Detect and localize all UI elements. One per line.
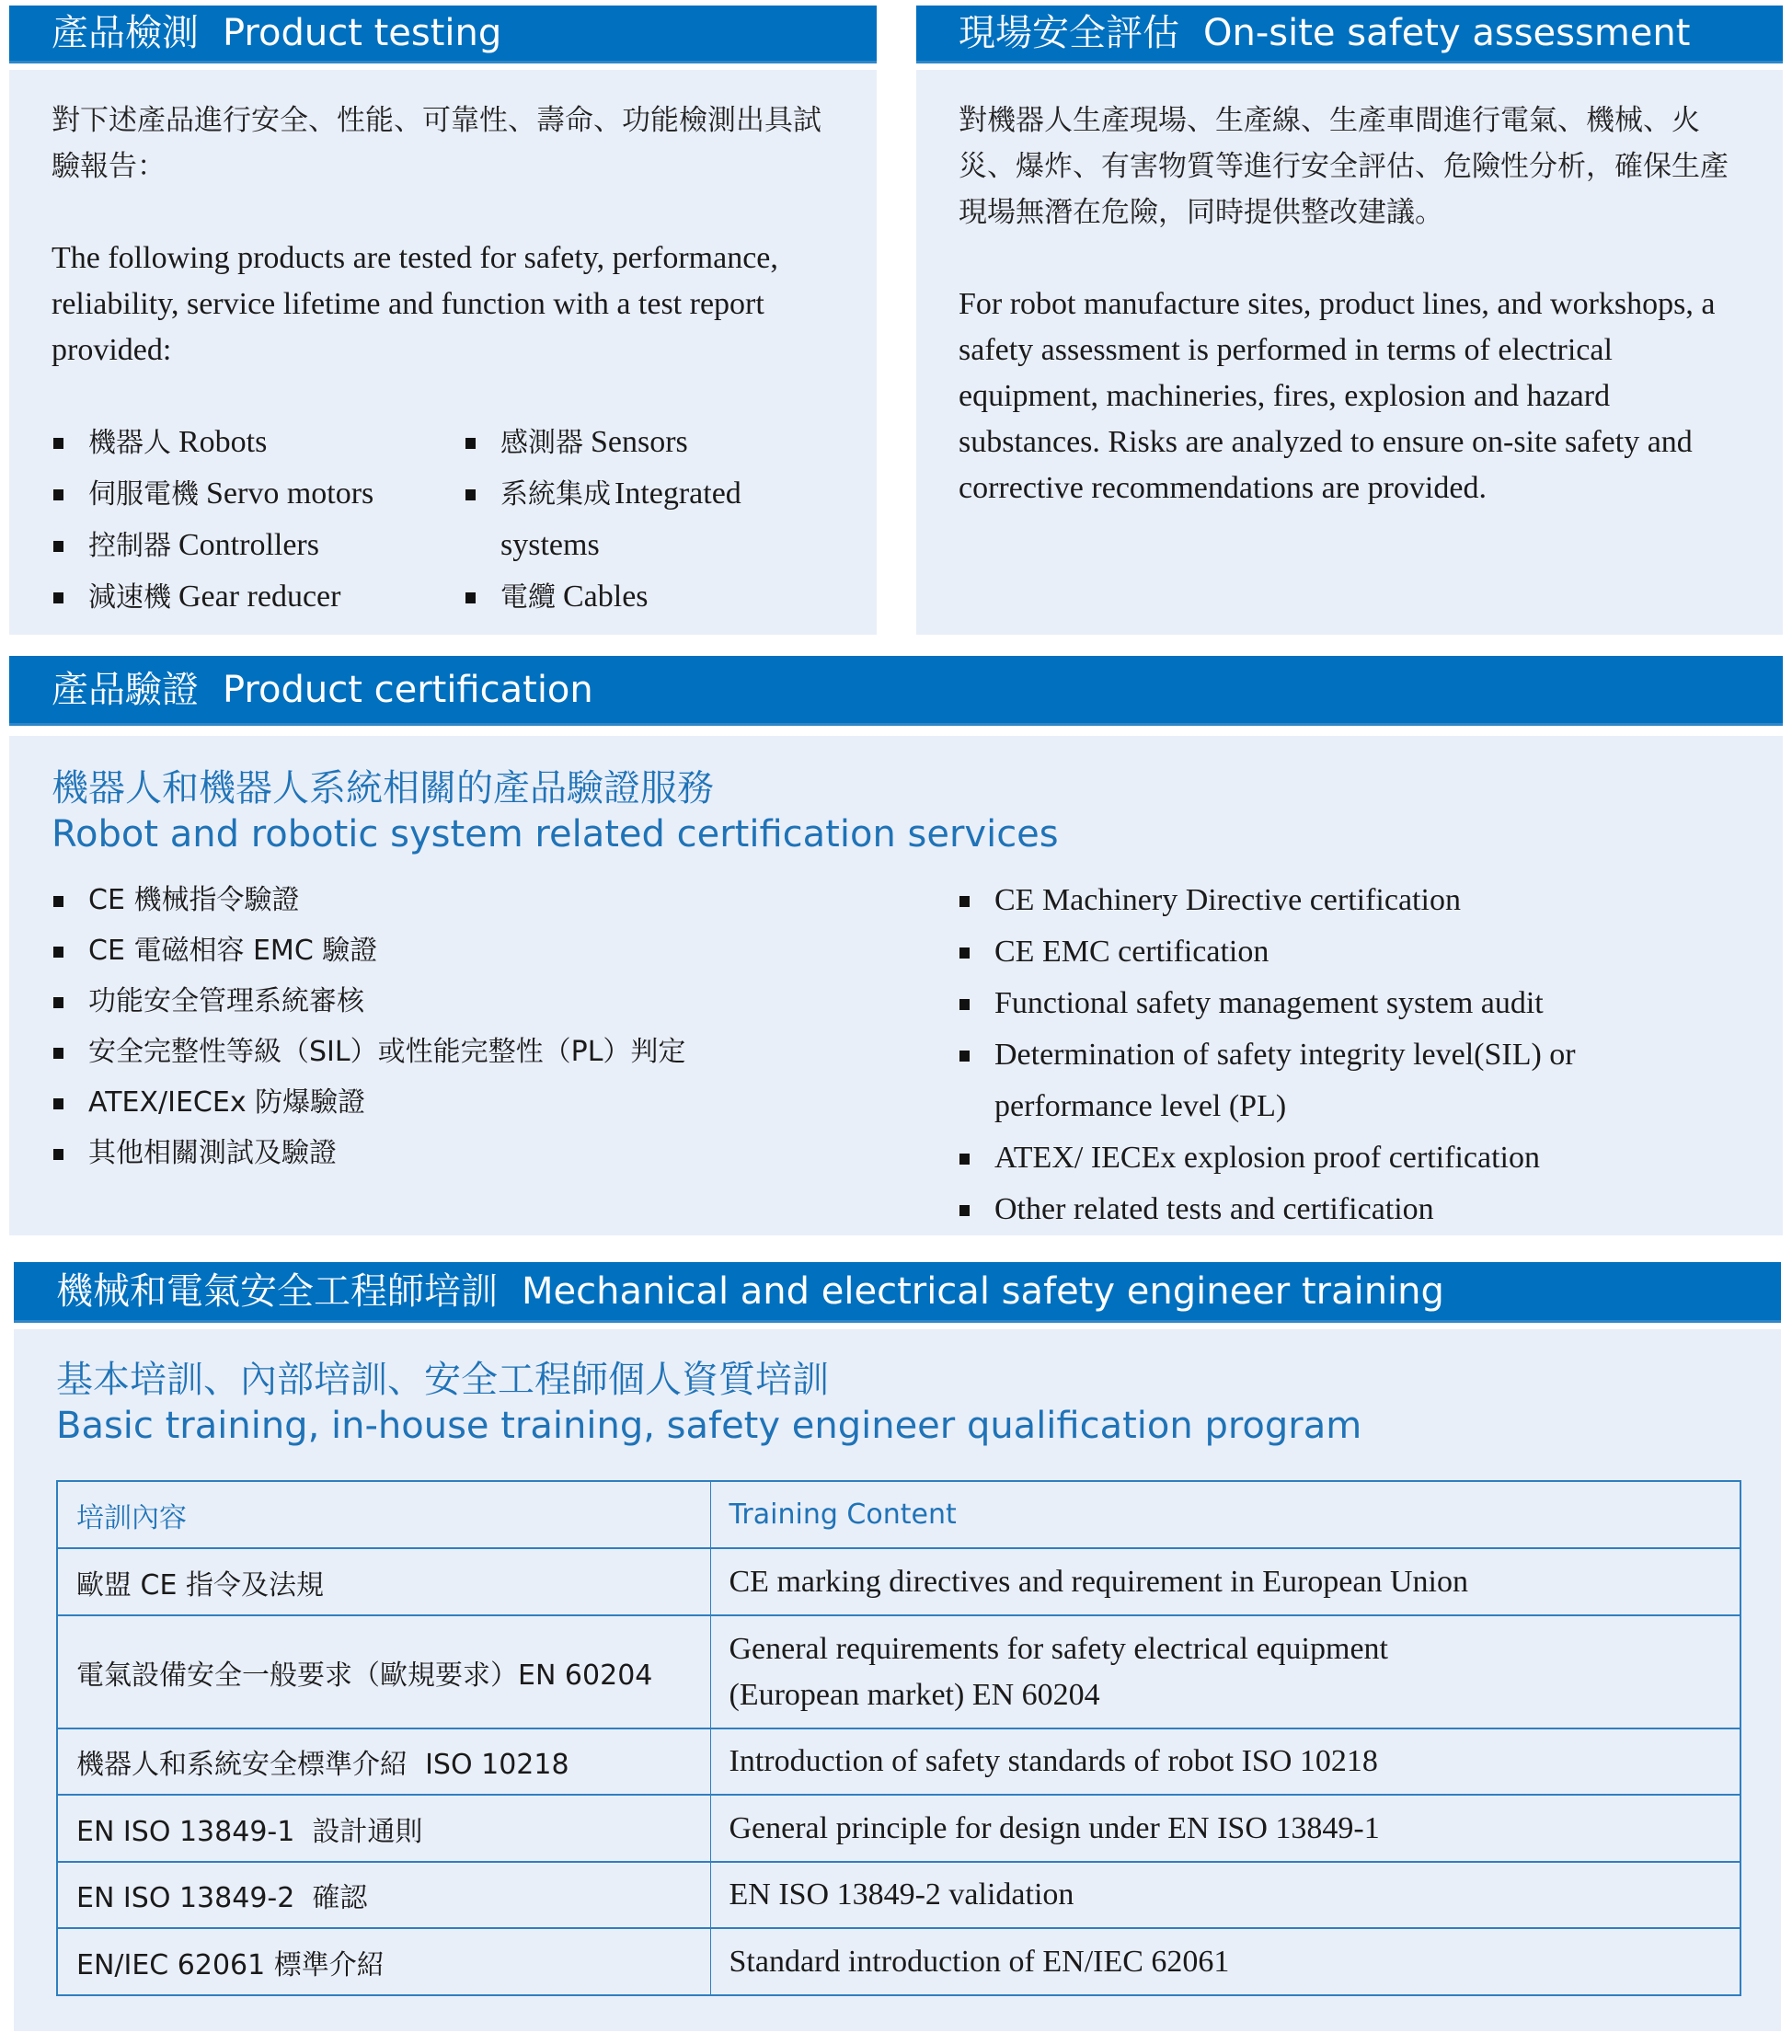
product-testing-panel <box>9 70 877 635</box>
list-item: CE Machinery Directive certification <box>958 878 1657 929</box>
table-row <box>57 1862 1740 1928</box>
onsite-assessment-title-en: On-site safety assessment <box>1203 12 1691 54</box>
table-cell-zh: 歐盟 CE 指令及法規 <box>57 1548 710 1615</box>
certification-subtitle-en: Robot and robotic system related certification services <box>52 813 1059 855</box>
table-cell-en: Introduction of safety standards of robot ISO 10218 <box>710 1728 1740 1795</box>
training-subtitle-en: Basic training, in-house training, safety engineer qualification program <box>56 1405 1362 1447</box>
table-row <box>57 1728 1740 1795</box>
table-cell-zh: EN ISO 13849-2 確認 <box>57 1862 710 1928</box>
table-header-zh: 培訓內容 <box>57 1481 710 1548</box>
certification-list-en <box>958 878 1657 1238</box>
training-title-en: Mechanical and electrical safety engineer training <box>522 1269 1444 1313</box>
list-item: 其他相關測試及驗證 <box>52 1131 958 1181</box>
product-list-right <box>464 419 795 626</box>
certification-title-zh: 產品驗證 <box>52 668 199 711</box>
certification-header <box>9 656 1783 726</box>
certification-title-en: Product certification <box>223 668 593 711</box>
list-item: ATEX/ IECEx explosion proof certification <box>958 1135 1657 1187</box>
table-header-en: Training Content <box>710 1481 1740 1548</box>
onsite-assessment-body-en: For robot manufacture sites, product lines, and workshops, a safety assessment is performed in terms of electrical equipment, machineries, fires, explosion and hazard substances. Risks are analyzed to ensure on-site safety and corrective recommendations are provided. <box>959 287 1716 505</box>
list-item: 減速機 Gear reducer <box>52 574 464 626</box>
certification-list-zh <box>52 878 958 1238</box>
onsite-assessment-panel <box>916 70 1783 635</box>
table-cell-en: General requirements for safety electrical equipment (European market) EN 60204 <box>710 1615 1740 1728</box>
list-item: 安全完整性等級（SIL）或性能完整性（PL）判定 <box>52 1029 958 1080</box>
table-cell-en: Standard introduction of EN/IEC 62061 <box>710 1928 1740 1995</box>
onsite-assessment-body-zh: 對機器人生產現場、生產線、生產車間進行電氣、機械、火災、爆炸、有害物質等進行安全評估、危險性分析，確保生產現場無潛在危險，同時提供整改建議。 <box>959 104 1729 229</box>
table-row <box>57 1795 1740 1862</box>
training-subtitle-zh: 基本培訓、內部培訓、安全工程師個人資質培訓 <box>56 1359 829 1401</box>
training-title-zh: 機械和電氣安全工程師培訓 <box>56 1269 498 1313</box>
list-item: ATEX/IECEx 防爆驗證 <box>52 1080 958 1131</box>
list-item: Other related tests and certification <box>958 1187 1657 1238</box>
list-item: CE 電磁相容 EMC 驗證 <box>52 928 958 979</box>
list-item: 電纜 Cables <box>464 574 795 626</box>
onsite-assessment-title-zh: 現場安全評估 <box>959 12 1179 54</box>
list-item: 系統集成 Integrated systems <box>464 471 813 574</box>
product-testing-header <box>9 6 877 63</box>
certification-subtitle-zh: 機器人和機器人系統相關的產品驗證服務 <box>52 767 714 810</box>
table-cell-zh: EN/IEC 62061 標準介紹 <box>57 1928 710 1995</box>
training-table <box>56 1480 1741 1996</box>
onsite-assessment-header <box>916 6 1783 63</box>
product-testing-title-en: Product testing <box>223 12 502 54</box>
table-cell-zh: 機器人和系統安全標準介紹 ISO 10218 <box>57 1728 710 1795</box>
table-row <box>57 1548 1740 1615</box>
list-item: 控制器 Controllers <box>52 522 464 574</box>
table-header-row <box>57 1481 1740 1548</box>
table-row <box>57 1928 1740 1995</box>
list-item: Functional safety management system audit <box>958 981 1657 1032</box>
product-testing-intro-en: The following products are tested for safety, performance, reliability, service lifetime and function with a test report provided: <box>52 241 778 367</box>
product-testing-intro-zh: 對下述產品進行安全、性能、可靠性、壽命、功能檢測出具試驗報告： <box>52 104 821 183</box>
list-item: 感測器 Sensors <box>464 419 795 471</box>
product-list-left <box>52 419 464 626</box>
table-cell-en: EN ISO 13849-2 validation <box>710 1862 1740 1928</box>
list-item: 機器人 Robots <box>52 419 464 471</box>
certification-panel <box>9 736 1783 1235</box>
list-item: CE 機械指令驗證 <box>52 878 958 928</box>
list-item: CE EMC certification <box>958 929 1657 981</box>
training-header <box>14 1262 1781 1323</box>
table-row <box>57 1615 1740 1728</box>
list-item: Determination of safety integrity level(SIL) or performance level (PL) <box>958 1032 1666 1135</box>
table-cell-zh: 電氣設備安全一般要求（歐規要求）EN 60204 <box>57 1615 710 1728</box>
product-testing-title-zh: 產品檢測 <box>52 12 199 54</box>
list-item: 功能安全管理系統審核 <box>52 979 958 1029</box>
list-item: 伺服電機 Servo motors <box>52 471 464 522</box>
table-cell-en: CE marking directives and requirement in European Union <box>710 1548 1740 1615</box>
table-cell-zh: EN ISO 13849-1 設計通則 <box>57 1795 710 1862</box>
table-cell-en: General principle for design under EN ISO 13849-1 <box>710 1795 1740 1862</box>
